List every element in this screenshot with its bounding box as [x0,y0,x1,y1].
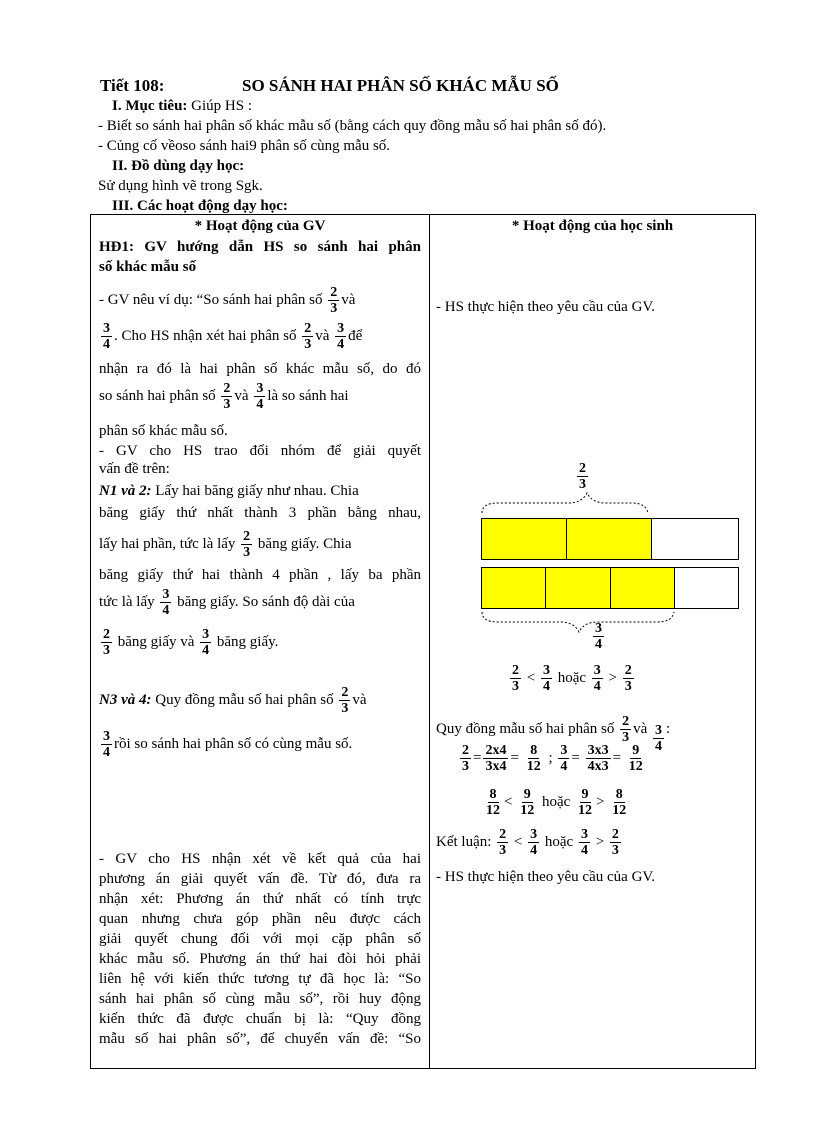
top-brace [478,491,738,517]
bottom-fraction-label: $\frac{3}{4}$ [595,621,602,652]
n12-line2: băng giấy thứ nhất thành 3 phần bằng nhau, [99,505,421,521]
materials-heading: II. Đồ dùng dạy học: [112,158,245,174]
conclusion-line2: phương án giải quyết vấn đề. Từ đó, đưa ra [99,871,421,887]
student-column [430,215,756,1069]
fraction-2-3: $\frac{2}{3}$ [341,685,349,716]
conclusion-line4: quan nhưng chưa góp phần nêu được cách [99,911,421,927]
fraction-2-3: $\frac{2}{3}$ [223,381,231,412]
n12-line5: tức là lấy $\frac{3}{4}$ băng giấy. So sánh độ dài của [99,587,355,618]
paper-strip-1 [481,518,739,560]
example-line2: $\frac{3}{4}$ . Cho HS nhận xét hai phân số $\frac{2}{3}$ và $\frac{3}{4}$ để [103,321,363,352]
strip2-part-1 [482,568,546,608]
materials-text: Sử dụng hình vẽ trong Sgk. [98,178,263,194]
hd1-title-line1: HĐ1: GV hướng dẫn HS so sánh hai phân [99,239,421,255]
n12-line1: N1 và 2: Lấy hai băng giấy như nhau. Chia [99,483,359,499]
teacher-column [91,215,430,1069]
strip2-part-2 [546,568,611,608]
objective-item-2: - Củng cố vềoso sánh hai9 phân số cùng mẫu số. [98,138,391,154]
fraction-2-3: $\frac{2}{3}$ [330,285,338,316]
n12-line3: lấy hai phần, tức là lấy $\frac{2}{3}$ băng giấy. Chia [99,529,352,560]
student-response-1: - HS thực hiện theo yêu cầu của GV. [436,299,656,315]
conclusion-line9: kiến thức đã được chuẩn bị là: “Quy đồng [99,1011,421,1027]
student-response-2: - HS thực hiện theo yêu cầu của GV. [436,869,656,885]
group-discuss-line1: - GV cho HS trao đổi nhóm để giải quyết [99,443,421,459]
n34-line1: N3 và 4: Quy đồng mẫu số hai phân số $\frac{2}{3}$ và [99,685,367,716]
activities-heading: III. Các hoạt động dạy học: [112,198,288,214]
hd1-title-line2: số khác mẫu số [99,259,197,275]
fraction-3-4: $\frac{3}{4}$ [337,321,345,352]
strip1-part-2 [567,519,652,559]
example-line3: nhận ra đó là hai phân số khác mẫu số, do đó [99,361,421,377]
objective-item-1: - Biết so sánh hai phân số khác mẫu số (bằng cách quy đồng mẫu số hai phân số đó). [98,118,607,134]
top-fraction-label: $\frac{2}{3}$ [579,461,586,492]
conclusion-line7: liên hệ với kiến thức tương tự đã học là: “So [99,971,421,987]
conclusion-result: Kết luận: $\frac{2}{3}$ < $\frac{3}{4}$ hoặc $\frac{3}{4}$ > $\frac{2}{3}$ [436,827,619,858]
page-title: SO SÁNH HAI PHÂN SỐ KHÁC MẪU SỐ [242,76,559,95]
objectives-heading: I. Mục tiêu: Giúp HS : [112,98,252,114]
conversion-equations: $\frac{2}{3}$ = $\frac{2x4}{3x4}$ = $\frac{8}{12}$ ; $\frac{3}{4}$ = $\frac{3x3}{4x3}$ = $\frac{9}{12}$ [462,743,643,774]
group-discuss-line2: vấn đề trên: [99,461,170,477]
fraction-3-4: $\frac{3}{4}$ [103,321,110,352]
strip2-part-3 [611,568,675,608]
fraction-3-4: $\frac{3}{4}$ [103,729,110,760]
strip1-part-1 [482,519,567,559]
conclusion-line3: nhận xét: Phương án thứ nhất có tính trực [99,891,421,907]
n12-line6: $\frac{2}{3}$ băng giấy và $\frac{3}{4}$ băng giấy. [103,627,279,658]
teacher-column-header: * Hoạt động của GV [194,218,326,234]
example-line1: - GV nêu ví dụ: “So sánh hai phân số $\frac{2}{3}$ và [99,285,356,316]
fraction-2-3: $\frac{2}{3}$ [103,627,110,658]
comparison-result-1: $\frac{2}{3}$ < $\frac{3}{4}$ hoặc $\frac{3}{4}$ > $\frac{2}{3}$ [512,663,632,694]
paper-strip-2 [481,567,739,609]
conclusion-line8: sánh hai phân số cùng mẫu số”, rồi huy động [99,991,421,1007]
fraction-2-3: $\frac{2}{3}$ [243,529,251,560]
common-denominator-line: Quy đồng mẫu số hai phân số $\frac{2}{3}$ và $\frac{3}{4}$ : [436,714,671,754]
n34-line2: $\frac{3}{4}$ rồi so sánh hai phân số có cùng mẫu số. [103,729,353,760]
fraction-2-3: $\frac{2}{3}$ [304,321,312,352]
comparison-result-2: $\frac{8}{12}$ < $\frac{9}{12}$ hoặc $\frac{9}{12}$ > $\frac{8}{12}$ [486,787,627,818]
conclusion-line10: mẫu số hai phân số”, để chuyển vấn đề: “So [99,1031,421,1047]
fraction-3-4: $\frac{3}{4}$ [202,627,210,658]
activities-table [90,214,756,1069]
lesson-number: Tiết 108: [100,76,165,95]
fraction-3-4: $\frac{3}{4}$ [256,381,264,412]
conclusion-line1: - GV cho HS nhận xét về kết quả của hai [99,851,421,867]
fraction-3-4: $\frac{3}{4}$ [162,587,170,618]
n12-line4: băng giấy thứ hai thành 4 phần , lấy ba phần [99,567,421,583]
conclusion-line6: khác mẫu số. Phương án thứ hai đòi hỏi phải [99,951,421,967]
bottom-brace [478,608,738,634]
student-column-header: * Hoạt động của học sinh [511,218,674,234]
example-line5: phân số khác mẫu số. [99,423,228,439]
example-line4: so sánh hai phân số $\frac{2}{3}$ và $\frac{3}{4}$ là so sánh hai [99,381,349,412]
conclusion-line5: giải quyết chung đối với mọi cặp phân số [99,931,421,947]
